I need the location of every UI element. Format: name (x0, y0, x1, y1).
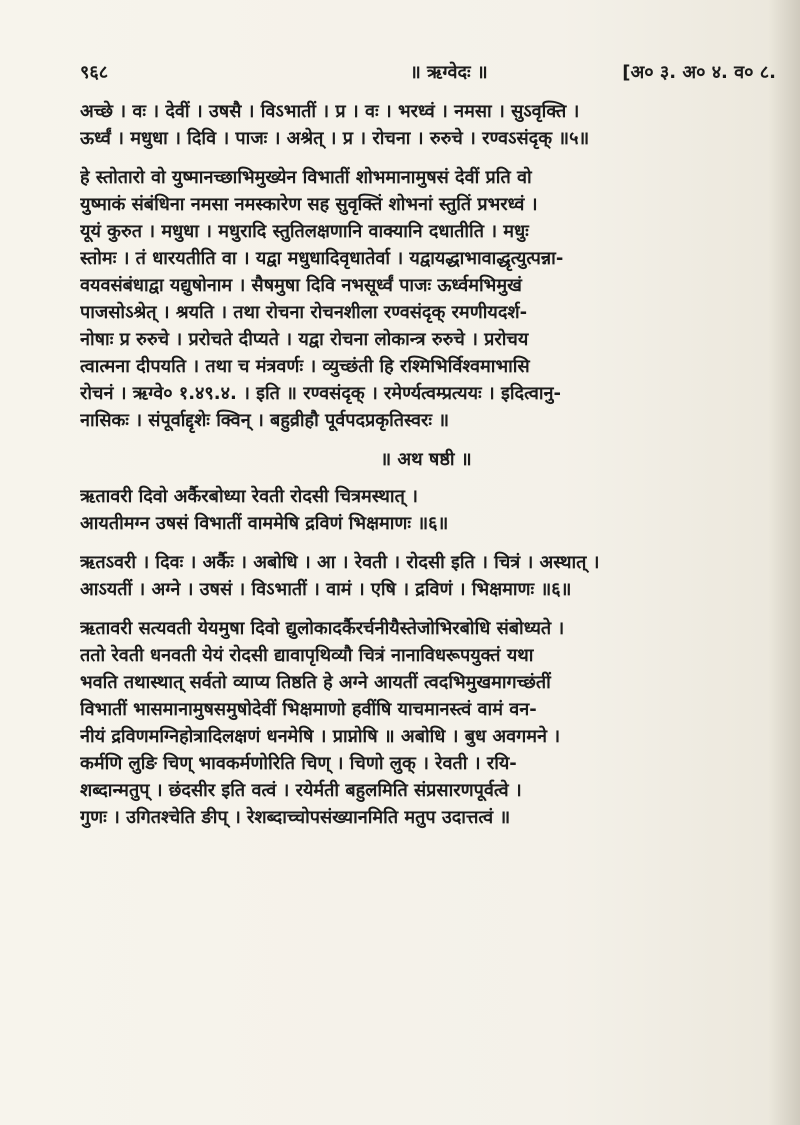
page-header (80, 60, 776, 94)
verse-line: ऋतावरी दिवो अर्कैरबोध्या रेवती रोदसी चित्रमस्थात् । (80, 486, 418, 507)
commentary-line: त्वात्मना दीपयति । तथा च मंत्रवर्णः । व्युच्छंती हि रश्मिभिर्विश्वमाभासि (80, 356, 530, 377)
commentary-line: स्तोमः । तं धारयतीति वा । यद्वा मधुधादिवृधातेर्वा । यद्वायद्धाभावाद्धृत्युत्पन्ना- (80, 248, 564, 269)
pada-line: ऋतऽवरी । दिवः । अर्कैः । अबोधि । आ । रेवती । रोदसी इति । चित्रं । अस्थात् । (80, 552, 600, 573)
verse-block (80, 483, 772, 537)
commentary-line: वयवसंबंधाद्वा यद्युषोनाम । सैषमुषा दिवि नभसूर्ध्वं पाजः ऊर्ध्वमभिमुखं (80, 275, 522, 296)
commentary-line: नीयं द्रविणमग्निहोत्रादिलक्षणं धनमेषि । प्राप्नोषि ॥ अबोधि । बुध अवगमने । (80, 726, 561, 747)
pada-text-block-1 (80, 98, 772, 152)
commentary-line: रोचनं । ऋग्वे० १.४९.४. । इति ॥ रण्वसंदृक् । रमेर्ण्यत्वम्प्रत्ययः । इदित्वानु- (80, 383, 561, 404)
commentary-block-2 (80, 615, 772, 831)
pada-line: ऊर्ध्वं । मधुधा । दिवि । पाजः । अश्रेत् । प्र । रोचना । रुरुचे । रण्वऽसंदृक् ॥५॥ (80, 128, 590, 149)
pada-text-block-2 (80, 549, 772, 603)
verse-line: आयतीमग्न उषसं विभातीं वाममेषि द्रविणं भिक्षमाणः ॥६॥ (80, 513, 449, 534)
commentary-line: गुणः । उगितश्चेति ङीप् । रेशब्दाच्चोपसंख्यानमिति मतुप उदात्तत्वं ॥ (80, 807, 511, 828)
commentary-block-1 (80, 164, 772, 434)
commentary-line: विभातीं भासमानामुषसमुषोदेवीं भिक्षमाणो हवींषि याचमानस्त्वं वामं वन- (80, 699, 537, 720)
page-number: ९६८ (80, 62, 109, 83)
commentary-line: पाजसोऽश्रेत् । श्रयति । तथा रोचना रोचनशीला रण्वसंदृक् रमणीयदर्श- (80, 302, 528, 323)
section-heading (80, 446, 772, 473)
commentary-line: नासिकः । संपूर्वाद्दृशेः क्विन् । बहुव्रीहौ पूर्वपदप्रकृतिस्वरः ॥ (80, 410, 450, 431)
commentary-line: हे स्तोतारो वो युष्मानच्छाभिमुख्येन विभातीं शोभमानामुषसं देवीं प्रति वो (80, 167, 532, 188)
commentary-line: भवति तथास्थात् सर्वतो व्याप्य तिष्ठति हे अग्ने आयतीं त्वदभिमुखमागच्छंतीं (80, 672, 551, 693)
commentary-line: कर्मणि लुङि चिण् भावकर्मणोरिति चिण् । चिणो लुक् । रेवती । रयि- (80, 753, 517, 774)
commentary-line: नोषाः प्र रुरुचे । प्ररोचते दीप्यते । यद्वा रोचना लोकान्त्र रुरुचे । प्ररोचय (80, 329, 529, 350)
commentary-line: ततो रेवती धनवती येयं रोदसी द्यावापृथिव्यौ चित्रं नानाविधरूपयुक्तं यथा (80, 645, 534, 666)
running-title: ॥ ऋग्वेदः ॥ (410, 62, 488, 83)
commentary-line: युष्माकं संबंधिना नमसा नमस्कारेण सह सुवृक्तिं शोभनां स्तुतिं प्रभरध्वं । (80, 194, 538, 215)
commentary-line: शब्दान्मतुप् । छंदसीर इति वत्वं । रयेर्मती बहुलमिति संप्रसारणपूर्वत्वे । (80, 780, 522, 801)
commentary-line: यूयं कुरुत । मधुधा । मधुरादि स्तुतिलक्षणानि वाक्यानि दधातीति । मधुः (80, 221, 529, 242)
heading-line: ॥ अथ षष्ठी ॥ (380, 449, 472, 470)
page-body (80, 98, 772, 843)
pada-line: अच्छे । वः । देवीं । उषसै । विऽभातीं । प्र । वः । भरध्वं । नमसा । सुऽवृक्ति । (80, 101, 580, 122)
commentary-line: ऋतावरी सत्यवती येयमुषा दिवो द्युलोकादर्कैरर्चनीयैस्तेजोभिरबोधि संबोध्यते । (80, 618, 565, 639)
pada-line: आऽयतीं । अग्ने । उषसं । विऽभातीं । वामं । एषि । द्रविणं । भिक्षमाणः ॥६॥ (80, 579, 572, 600)
section-reference: [अ० ३. अ० ४. व० ८. (622, 62, 776, 83)
